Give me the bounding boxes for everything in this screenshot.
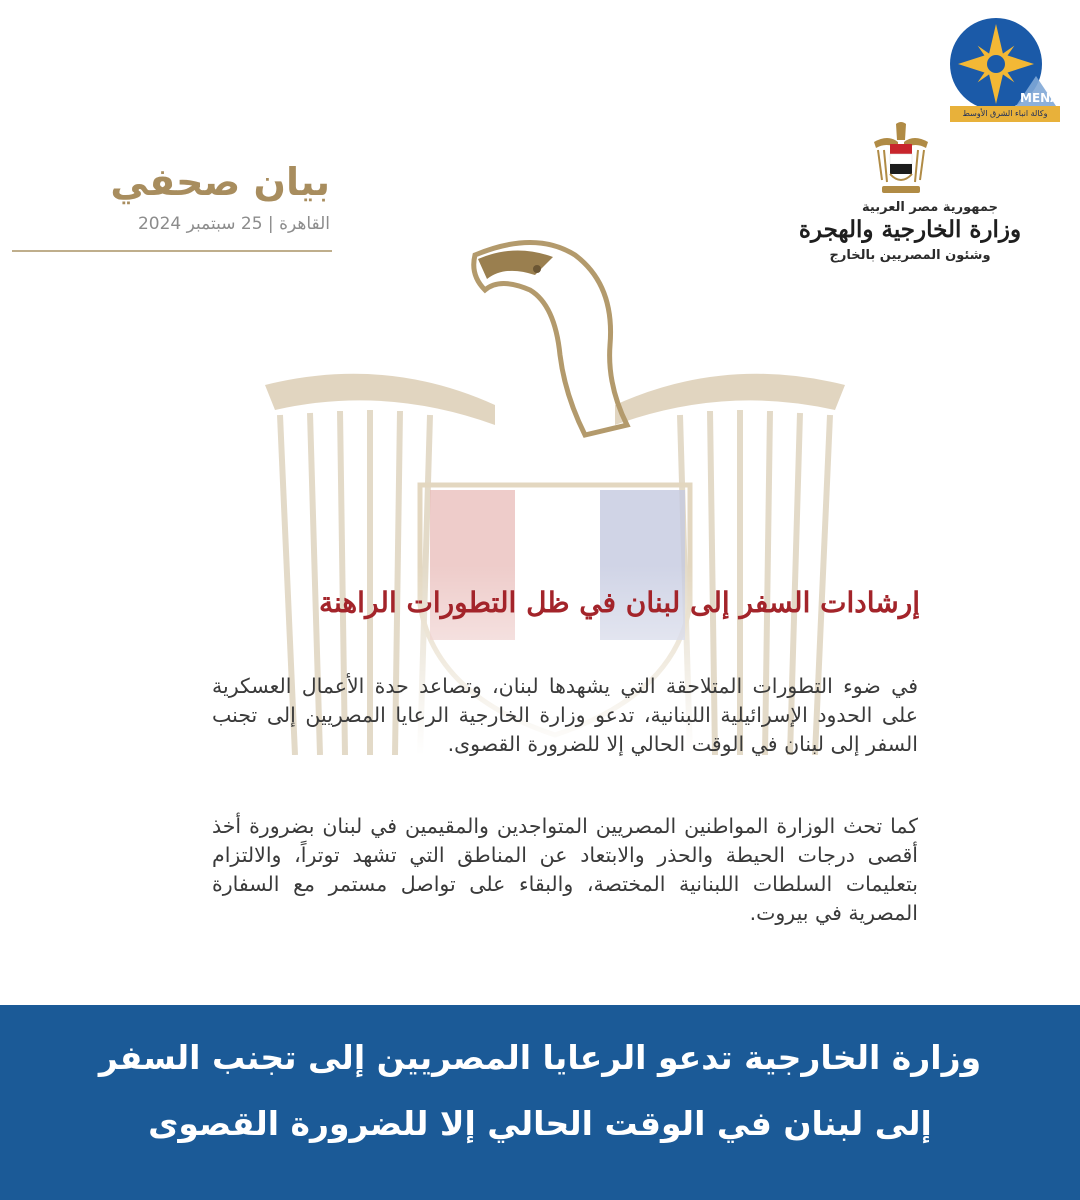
caption-banner: [0, 1005, 1080, 1200]
press-release-date: القاهرة | 25 سبتمبر 2024: [137, 214, 330, 234]
article-paragraph-1: في ضوء التطورات المتلاحقة التي يشهدها لبنان، وتصاعد حدة الأعمال العسكرية على الحدود الإسرائيلية اللبنانية، تدعو وزارة الخارجية الرعايا المصريين إلى تجنب السفر إلى لبنان في الوقت الحالي إلا للضرورة القصوى.: [212, 674, 918, 756]
eagle-emblem-icon: [870, 120, 932, 198]
mena-caption: وكالة انباء الشرق الأوسط: [950, 106, 1060, 122]
banner-line-1: وزارة الخارجية تدعو الرعايا المصريين إلى تجنب السفر: [98, 1038, 982, 1077]
press-release-title: بيان صحفي: [110, 160, 330, 204]
header-divider: [12, 250, 332, 252]
ministry-subtitle: وشئون المصريين بالخارج: [829, 248, 991, 263]
banner-line-2: إلى لبنان في الوقت الحالي إلا للضرورة القصوى: [148, 1104, 932, 1143]
mena-star-icon: [948, 18, 1060, 120]
article-headline: إرشادات السفر إلى لبنان في ظل التطورات الراهنة: [318, 586, 920, 619]
mena-logo-text: MENA: [1020, 91, 1060, 105]
ministry-country: جمهورية مصر العربية: [862, 200, 998, 215]
article-paragraph-2: كما تحث الوزارة المواطنين المصريين المتواجدين والمقيمين في لبنان بضرورة أخذ أقصى درجات الحيطة والحذر والابتعاد عن المناطق التي تشهد توتراً، والالتزام بتعليمات السلطات اللبنانية المختصة، والبقاء على تواصل مستمر مع السفارة المصرية في بيروت.: [212, 814, 918, 925]
ministry-name: وزارة الخارجية والهجرة: [798, 216, 1022, 243]
